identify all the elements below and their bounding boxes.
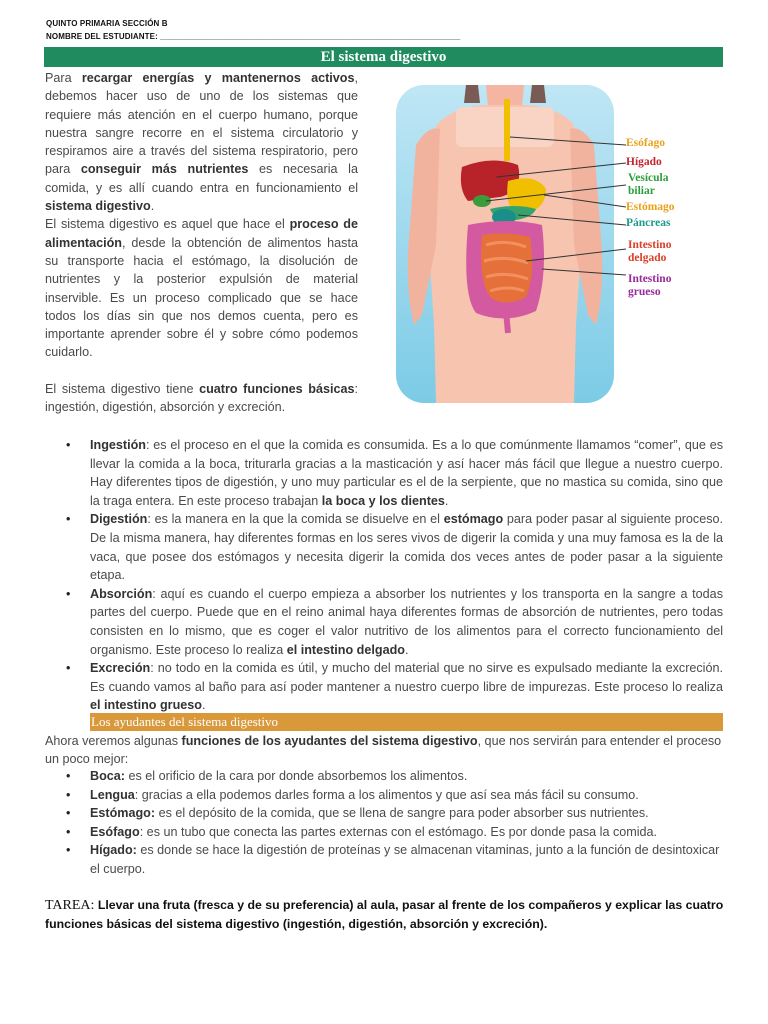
rectum-shape [506, 311, 508, 333]
label-intestino-grueso: Intestino grueso [628, 273, 672, 298]
label-pancreas: Páncreas [626, 217, 671, 229]
homework-task: TAREA: Llevar una fruta (fresca y de su preferencia) al aula, pasar al frente de los compañeros y explicar las cuatro funciones básicas del sistema digestivo (ingestión, digestión, absorción y excreción). [45, 898, 724, 931]
list-item-absorcion: • Absorción: aquí es cuando el cuerpo empieza a absorber los nutrientes y los transporta en la sangre a todas partes del cuerpo. Puede que en el reino animal haya diferentes formas de absorción de nutrientes, pero todas consisten en lo mismo, que es coger el valor nutritivo de los alimentos para el correcto funcionamiento del organismo. Este proceso lo realiza el intestino delgado. [60, 585, 723, 659]
intro-text [45, 69, 358, 416]
list-item-estomago: • Estómago: es el depósito de la comida, que se llena de sangre para poder absorber sus nutrientes. [60, 804, 723, 823]
label-intestino-delgado: Intestino delgado [628, 239, 672, 264]
helpers-section-title: Los ayudantes del sistema digestivo [90, 713, 723, 731]
grade-section: QUINTO PRIMARIA SECCIÓN B [46, 19, 168, 28]
label-esofago: Esófago [626, 137, 665, 149]
student-name-line: NOMBRE DEL ESTUDIANTE: __________________________________________________________________ [46, 32, 461, 41]
label-estomago: Estómago [626, 201, 675, 213]
intro-paragraph-3: El sistema digestivo tiene cuatro funciones básicas: ingestión, digestión, absorción y excreción. [45, 381, 358, 415]
list-item-boca: • Boca: es el orificio de la cara por donde absorbemos los alimentos. [60, 767, 723, 786]
helpers-intro: Ahora veremos algunas funciones de los ayudantes del sistema digestivo, que nos servirán para entender el proceso un poco mejor: [45, 734, 722, 767]
esophagus-shape [504, 99, 510, 161]
helpers-list [60, 767, 723, 878]
page-title: El sistema digestivo [44, 47, 723, 67]
intro-paragraph-1: Para recargar energías y mantenernos activos, debemos hacer uso de uno de los sistemas que requiere más atención en el cuerpo humano, porque nuestra sangre recorre en el sistema circulatorio y respiramos aire a través del sistema respiratorio, pero para conseguir más nutrientes es necesaria la comida, y es allí cuando entra en funcionamiento el sistema digestivo. [45, 71, 358, 214]
homework-label: TAREA: [45, 898, 95, 913]
label-vesicula-biliar: Vesícula biliar [628, 172, 669, 197]
functions-list [60, 436, 723, 715]
list-item-excrecion: • Excreción: no todo en la comida es útil, y mucho del material que no sirve es expulsado mediante la excreción. Es cuando vamos al baño para así poder mantener a nuestro cuerpo libre de impurezas. Este proceso lo realiza el intestino grueso. [60, 659, 723, 715]
digestive-system-illustration [396, 85, 696, 405]
hair-right [530, 85, 546, 103]
list-item-ingestion: • Ingestión: es el proceso en el que la comida es consumida. Es a lo que comúnmente llamamos “comer”, que es llevar la comida a la boca, triturarla gracias a la masticación y así hacer más fácil que llegue a nuestro cuerpo. Hay diferentes tipos de digestión, y uno muy particular es el de la serpiente, que no mastica su comida, sino que la traga entera. En este proceso trabajan la boca y los dientes. [60, 436, 723, 510]
list-item-higado: • Hígado: es donde se hace la digestión de proteínas y se almacenan vitaminas, junto a la función de desintoxicar el cuerpo. [60, 841, 723, 878]
list-item-esofago: • Esófago: es un tubo que conecta las partes externas con el estómago. Es por donde pasa la comida. [60, 823, 723, 842]
label-higado: Hígado [626, 156, 662, 168]
intro-paragraph-2: El sistema digestivo es aquel que hace el proceso de alimentación, desde la obtención de alimentos hasta su transporte hacia el estómago, la disolución de nutrientes y la posterior expulsión de material inservible. Es un proceso complicado que se hace todos los días sin que nos demos cuenta, pero es importante aprender sobre él y sobre cómo podemos cuidarlo. [45, 217, 359, 360]
list-item-lengua: • Lengua: gracias a ella podemos darles forma a los alimentos y que así sea más fácil su consumo. [60, 786, 723, 805]
hair-left [464, 85, 480, 103]
list-item-digestion: • Digestión: es la manera en la que la comida se disuelve en el estómago para poder pasar al siguiente proceso. De la misma manera, hay diferentes formas en los seres vivos de digerir la comida y una muy famosa es la de la vaca, que posee dos estómagos y necesita digerir la comida dos veces antes de poder pasar a la siguiente etapa. [60, 510, 723, 584]
